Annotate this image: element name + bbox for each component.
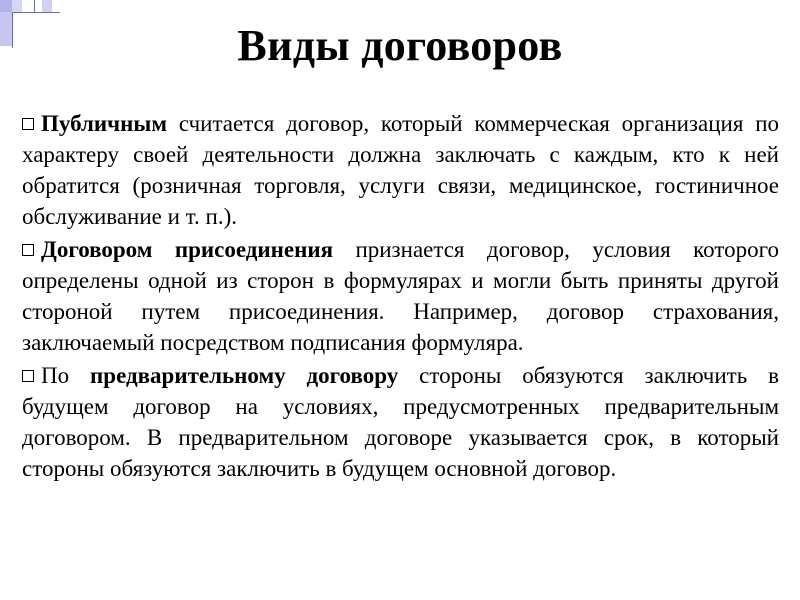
corner-line [34, 0, 35, 12]
item-text: считается договор, который коммерческая организация по характеру своей деятельности должна заключать с каждым, кто к ней обратится (розничная торговля, услуги связи, медицинское, гостиничное обслуживание и т. п.). [22, 111, 779, 229]
list-item-preliminary-contract [22, 360, 779, 484]
corner-line [12, 12, 60, 13]
slide-content [22, 108, 779, 486]
item-term: предварительному договору [90, 363, 399, 388]
checkbox-bullet-icon [22, 244, 34, 256]
slide-title: Виды договоров [237, 21, 563, 70]
corner-square [12, 0, 22, 12]
checkbox-bullet-icon [22, 118, 34, 130]
item-term: Договором присоединения [41, 237, 334, 262]
item-lead: По [41, 363, 91, 388]
item-text: стороны обязуются заключить в будущем договор на условиях, предусмотренных предварительным договором. В предварительном договоре указывается срок, в который стороны обязуются заключить в будущем основной договор. [22, 363, 779, 481]
corner-square [0, 0, 12, 12]
item-term: Публичным [41, 111, 168, 136]
list-item-public-contract [22, 108, 779, 232]
corner-square [42, 0, 52, 12]
list-item-accession-contract [22, 234, 779, 358]
checkbox-bullet-icon [22, 370, 34, 382]
item-text: признается договор, условия которого определены одной из сторон в формулярах и могли быть приняты другой стороной путем присоединения. Например, договор страхования, заключаемый посредством подписания формуляра. [22, 237, 779, 355]
